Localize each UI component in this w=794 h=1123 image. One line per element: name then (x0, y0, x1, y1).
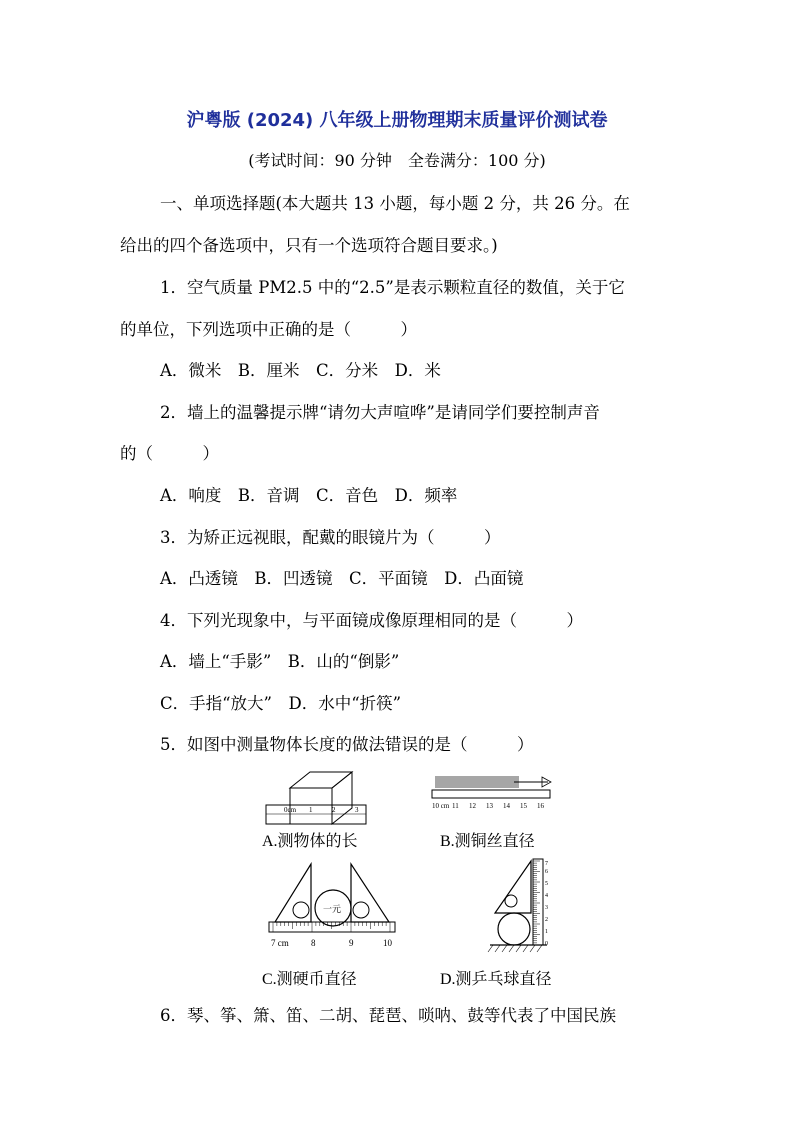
figure-d-tick-1: 1 (545, 929, 548, 935)
q3-stem: 3．为矫正远视眼，配戴的眼镜片为（ ） (160, 528, 501, 547)
figure-c-tick-9: 9 (349, 938, 354, 948)
section1-line2: 给出的四个备选项中，只有一个选项符合题目要求。) (120, 236, 498, 255)
figure-d-tick-7: 7 (545, 861, 548, 867)
figure-a-caption: A.测物体的长 (262, 833, 358, 850)
q3-options: A．凸透镜 B．凹透镜 C．平面镜 D．凸面镜 (160, 569, 524, 588)
q2-stem-line1: 2．墙上的温馨提示牌“请勿大声喧哗”是请同学们要控制声音 (160, 403, 600, 422)
q2-stem-line2: 的（ ） (120, 444, 219, 463)
figure-d-tick-6: 6 (545, 869, 548, 875)
q4-options-row1: A．墙上“手影” B．山的“倒影” (160, 652, 400, 671)
q1-stem-line2: 的单位，下列选项中正确的是（ ） (120, 320, 417, 339)
figure-c-caption: C.测硬币直径 (262, 971, 357, 988)
figure-b-tick-12: 12 (469, 802, 476, 810)
figure-d-tick-4: 4 (545, 893, 548, 899)
figure-c-coin-triangles (265, 862, 405, 952)
figure-b-tick-14: 14 (503, 802, 510, 810)
figure-b-caption: B.测铜丝直径 (440, 833, 535, 850)
q4-stem: 4．下列光现象中，与平面镜成像原理相同的是（ ） (160, 611, 583, 630)
q1-options: A．微米 B．厘米 C．分米 D．米 (160, 361, 441, 380)
figure-a-tick-1: 1 (309, 806, 313, 814)
figure-d-tick-0: 0 (545, 941, 548, 947)
q5-stem: 5．如图中测量物体长度的做法错误的是（ ） (160, 735, 534, 754)
figure-a-tick-3: 3 (355, 806, 359, 814)
figure-c-coin-label: 一元 (323, 904, 342, 914)
figure-b-tick-11: 11 (452, 802, 459, 810)
figure-a-cube-ruler (262, 768, 382, 826)
q1-stem-line1: 1．空气质量 PM2.5 中的“2.5”是表示颗粒直径的数值，关于它 (160, 278, 625, 297)
figure-d-ball-ruler (485, 855, 555, 955)
figure-b-tick-16: 16 (537, 802, 544, 810)
figure-a-tick-0: 0cm (284, 806, 297, 814)
figure-d-tick-5: 5 (545, 881, 548, 887)
figure-b-wire-ruler (430, 768, 555, 813)
figure-a-tick-2: 2 (332, 806, 336, 814)
figure-c-tick-10: 10 (383, 938, 392, 948)
figure-b-tick-13: 13 (486, 802, 493, 810)
q4-options-row2: C．手指“放大” D．水中“折筷” (160, 694, 402, 713)
section1-line1: 一、单项选择题(本大题共 13 小题，每小题 2 分，共 26 分。在 (160, 194, 630, 213)
exam-subtitle: (考试时间：90 分钟 全卷满分：100 分) (248, 151, 546, 170)
figure-d-caption: D.测乒乓球直径 (440, 971, 552, 988)
q2-options: A．响度 B．音调 C．音色 D．频率 (160, 486, 458, 505)
figure-b-tick-15: 15 (520, 802, 527, 810)
exam-title: 沪粤版 (2024) 八年级上册物理期末质量评价测试卷 (186, 110, 608, 131)
figure-c-tick-8: 8 (311, 938, 316, 948)
figure-c-tick-7: 7 cm (271, 938, 289, 948)
figure-b-tick-10: 10 cm (432, 802, 450, 810)
figure-d-tick-3: 3 (545, 905, 548, 911)
figure-d-tick-2: 2 (545, 917, 548, 923)
q6-stem-line1: 6．琴、筝、箫、笛、二胡、琵琶、唢呐、鼓等代表了中国民族 (160, 1006, 616, 1025)
